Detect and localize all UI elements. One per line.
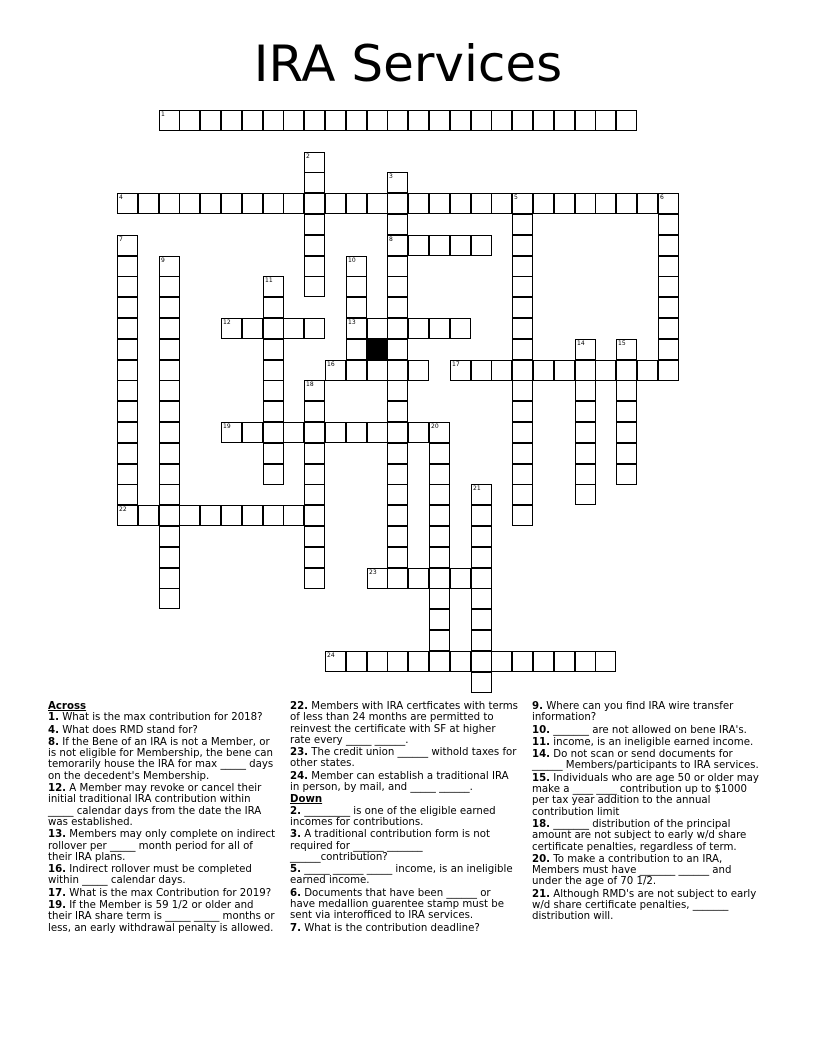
clue-down-21: 21. Although RMD's are not subject to early w/d share certificate penalties, _______ distribution will. [532,888,757,923]
grid-cell[interactable] [450,360,471,381]
grid-cell[interactable] [263,318,284,339]
grid-cell[interactable] [387,172,408,193]
grid-cell[interactable] [325,110,346,131]
grid-cell[interactable] [658,193,679,214]
clue-across-8: 8. If the Bene of an IRA is not a Member, or is not eligible for Membership, the bene can temorarily house the IRA for max _____ days on the decedent's Membership. [48,736,274,782]
grid-cell[interactable] [387,339,408,360]
grid-cell[interactable] [450,110,471,131]
grid-cell[interactable] [512,297,533,318]
grid-cell[interactable] [533,110,554,131]
grid-cell[interactable] [367,568,388,589]
grid-cell[interactable] [512,651,533,672]
grid-cell[interactable] [575,110,596,131]
grid-cell[interactable] [575,484,596,505]
grid-cell[interactable] [117,464,138,485]
grid-cell[interactable] [387,651,408,672]
down-heading: Down [290,794,323,806]
grid-cell[interactable] [304,235,325,256]
grid-cell[interactable] [575,443,596,464]
grid-cell[interactable] [263,505,284,526]
grid-cell[interactable] [263,422,284,443]
clue-number: 23 [369,569,377,576]
grid-cell[interactable] [304,568,325,589]
grid-cell[interactable] [429,547,450,568]
grid-cell[interactable] [159,568,180,589]
grid-cell[interactable] [554,360,575,381]
grid-cell[interactable] [595,360,616,381]
grid-cell[interactable] [387,464,408,485]
grid-cell[interactable] [637,360,658,381]
grid-cell[interactable] [221,505,242,526]
clue-across-12: 12. A Member may revoke or cancel their initial traditional IRA contribution within _____ calendar days from the date the IRA was established. [48,783,262,828]
grid-cell[interactable] [263,297,284,318]
page-title: IRA Services [253,35,563,93]
grid-cell[interactable] [263,339,284,360]
grid-cell[interactable] [575,422,596,443]
clue-across-13: 13. Members may only complete on indirect rollover per _____ month period for all of their IRA plans. [48,829,276,863]
grid-cell[interactable] [512,380,533,401]
grid-cell[interactable] [138,505,159,526]
clue-across-1: 1. What is the max contribution for 2018? [48,712,263,724]
grid-cell[interactable] [117,422,138,443]
clue-number: 7 [119,236,123,243]
grid-cell[interactable] [471,235,492,256]
grid-cell[interactable] [408,360,429,381]
grid-cell[interactable] [117,360,138,381]
grid-cell[interactable] [387,297,408,318]
clue-number: 8 [389,236,393,243]
grid-cell[interactable] [304,464,325,485]
grid-cell[interactable] [367,318,388,339]
grid-cell[interactable] [429,630,450,651]
clue-number: 4 [119,194,123,201]
grid-cell[interactable] [242,193,263,214]
clue-number: 18 [306,381,314,388]
grid-cell[interactable] [387,484,408,505]
clue-number: 20 [431,423,439,430]
clue-across-16: 16. Indirect rollover must be completed within _____ calendar days. [48,864,252,887]
grid-cell[interactable] [304,152,325,173]
grid-cell[interactable] [221,422,242,443]
grid-cell[interactable] [242,318,263,339]
grid-cell[interactable] [658,214,679,235]
grid-cell[interactable] [346,297,367,318]
grid-cell[interactable] [346,339,367,360]
grid-cell[interactable] [242,505,263,526]
grid-cell[interactable] [429,443,450,464]
grid-cell[interactable] [554,110,575,131]
grid-cell[interactable] [159,526,180,547]
grid-cell[interactable] [429,588,450,609]
grid-cell[interactable] [616,401,637,422]
grid-cell[interactable] [346,110,367,131]
grid-cell[interactable] [512,401,533,422]
grid-cell[interactable] [658,339,679,360]
grid-cell[interactable] [658,256,679,277]
grid-cell[interactable] [283,110,304,131]
grid-cell[interactable] [387,110,408,131]
grid-cell[interactable] [575,464,596,485]
grid-cell[interactable] [304,256,325,277]
grid-cell[interactable] [616,360,637,381]
grid-cell[interactable] [304,172,325,193]
clue-down-15: 15. Individuals who are age 50 or older may make a ____ ____ contribution up to $1000 per tax year addition to the annual contribution limit [532,772,759,818]
clues-column-2 [290,701,518,935]
grid-cell[interactable] [471,547,492,568]
grid-cell[interactable] [159,588,180,609]
grid-cell[interactable] [200,193,221,214]
grid-cell[interactable] [429,235,450,256]
grid-cell[interactable] [387,505,408,526]
grid-cell[interactable] [304,443,325,464]
grid-cell[interactable] [429,526,450,547]
grid-cell[interactable] [471,651,492,672]
grid-cell[interactable] [263,443,284,464]
grid-cell[interactable] [658,318,679,339]
grid-cell[interactable] [408,110,429,131]
clue-down-2: 2. _________ is one of the eligible earned incomes for contributions. [290,805,496,828]
clue-number: 9 [161,257,165,264]
grid-cell[interactable] [512,193,533,214]
clue-down-18: 18. _______ distribution of the principal amount are not subject to early w/d share certificate penalties, regardless of term. [532,818,747,853]
grid-cell[interactable] [429,484,450,505]
clue-number: 21 [473,485,481,492]
clue-across-22: 22. Members with IRA certficates with terms of less than 24 months are permitted to reinvest the certificate with SF at higher rate every _____ ______. [290,701,518,746]
grid-cell[interactable] [387,526,408,547]
grid-cell[interactable] [346,651,367,672]
grid-cell[interactable] [408,193,429,214]
grid-cell[interactable] [387,193,408,214]
clue-number: 5 [514,194,518,201]
grid-cell[interactable] [179,505,200,526]
grid-cell[interactable] [658,297,679,318]
grid-cell[interactable] [471,505,492,526]
grid-cell[interactable] [491,360,512,381]
grid-cell[interactable] [658,276,679,297]
grid-cell[interactable] [159,318,180,339]
clue-down-9: 9. Where can you find IRA wire transfer information? [532,701,734,724]
grid-cell[interactable] [387,568,408,589]
grid-cell[interactable] [471,193,492,214]
grid-cell[interactable] [554,651,575,672]
grid-cell[interactable] [408,422,429,443]
grid-cell[interactable] [159,422,180,443]
grid-cell[interactable] [658,235,679,256]
grid-cell[interactable] [367,110,388,131]
grid-cell[interactable] [221,193,242,214]
grid-cell[interactable] [512,318,533,339]
grid-cell[interactable] [387,547,408,568]
grid-cell[interactable] [304,547,325,568]
grid-cell[interactable] [595,110,616,131]
grid-cell[interactable] [533,193,554,214]
grid-cell[interactable] [263,380,284,401]
grid-cell[interactable] [616,443,637,464]
grid-cell[interactable] [533,360,554,381]
grid-cell[interactable] [304,318,325,339]
grid-cell[interactable] [429,193,450,214]
grid-cell[interactable] [304,110,325,131]
grid-cell[interactable] [117,297,138,318]
grid-cell[interactable] [304,214,325,235]
grid-cell[interactable] [117,193,138,214]
grid-cell[interactable] [117,318,138,339]
grid-cell[interactable] [159,339,180,360]
grid-cell[interactable] [429,318,450,339]
clue-number: 12 [223,319,231,326]
grid-cell[interactable] [283,505,304,526]
clue-number: 13 [348,319,356,326]
grid-cell[interactable] [283,193,304,214]
grid-cell[interactable] [471,360,492,381]
grid-cell[interactable] [263,401,284,422]
grid-cell[interactable] [159,256,180,277]
grid-cell[interactable] [471,526,492,547]
grid-cell[interactable] [575,193,596,214]
clue-number: 14 [577,340,585,347]
grid-cell[interactable] [616,380,637,401]
clue-across-4: 4. What does RMD stand for? [48,724,198,736]
grid-cell[interactable] [263,276,284,297]
clue-across-24: 24. Member can establish a traditional IRA in person, by mail, and _____ ______. [290,770,509,794]
grid-cell[interactable] [367,360,388,381]
grid-cell[interactable] [408,568,429,589]
clues-column-3 [532,701,764,924]
grid-cell[interactable] [471,672,492,693]
grid-cell[interactable] [387,443,408,464]
grid-cell[interactable] [408,318,429,339]
grid-cell[interactable] [159,401,180,422]
grid-cell[interactable] [491,193,512,214]
clue-number: 10 [348,257,356,264]
grid-cell[interactable] [283,422,304,443]
grid-cell[interactable] [304,193,325,214]
grid-cell[interactable] [304,276,325,297]
grid-cell[interactable] [658,360,679,381]
grid-cell[interactable] [387,214,408,235]
grid-cell[interactable] [471,609,492,630]
grid-cell[interactable] [512,339,533,360]
grid-cell[interactable] [429,609,450,630]
clue-down-14: 14. Do not scan or send documents for ______ Members/participants to IRA services. [532,749,759,772]
grid-cell[interactable] [263,193,284,214]
grid-cell[interactable] [387,256,408,277]
clue-number: 24 [327,652,335,659]
grid-cell[interactable] [616,464,637,485]
grid-cell[interactable] [159,547,180,568]
grid-cell[interactable] [471,568,492,589]
grid-cell[interactable] [387,401,408,422]
grid-cell[interactable] [325,360,346,381]
grid-cell[interactable] [200,110,221,131]
clue-number: 1 [161,111,165,118]
grid-cell[interactable] [367,422,388,443]
clue-number: 3 [389,173,393,180]
grid-cell[interactable] [429,110,450,131]
grid-cell[interactable] [450,235,471,256]
clue-down-20: 20. To make a contribution to an IRA, Members must have _______ ______ and under the age of 70 1/2. [532,853,732,888]
clue-number: 6 [660,194,664,201]
grid-cell[interactable] [346,318,367,339]
grid-cell[interactable] [408,651,429,672]
grid-cell[interactable] [450,318,471,339]
grid-cell[interactable] [429,422,450,443]
grid-cell[interactable] [575,360,596,381]
clue-down-6: 6. Documents that have been ______ or have medallion guarentee stamp must be sent via interofficed to IRA services. [290,887,505,922]
grid-cell[interactable] [346,193,367,214]
grid-cell[interactable] [159,193,180,214]
grid-cell[interactable] [387,380,408,401]
grid-cell[interactable] [450,651,471,672]
grid-cell[interactable] [512,505,533,526]
grid-cell[interactable] [471,484,492,505]
grid-cell[interactable] [429,651,450,672]
black-square [367,339,388,360]
grid-cell[interactable] [450,193,471,214]
grid-cell[interactable] [346,422,367,443]
grid-cell[interactable] [221,110,242,131]
grid-cell[interactable] [263,360,284,381]
grid-cell[interactable] [117,443,138,464]
grid-cell[interactable] [471,588,492,609]
clue-across-19: 19. If the Member is 59 1/2 or older and their IRA share term is _____ _____ months or less, an early withdrawal penalty is allowed. [48,900,275,934]
clue-number: 15 [618,340,626,347]
grid-cell[interactable] [159,297,180,318]
grid-cell[interactable] [117,339,138,360]
grid-cell[interactable] [283,318,304,339]
clue-across-23: 23. The credit union ______ withold taxes for other states. [290,747,517,770]
grid-cell[interactable] [263,110,284,131]
grid-cell[interactable] [138,193,159,214]
grid-cell[interactable] [304,484,325,505]
grid-cell[interactable] [512,443,533,464]
grid-cell[interactable] [575,380,596,401]
clue-down-3: 3. A traditional contribution form is not required for ______ _______ ______contribution? [290,829,490,863]
clue-down-7: 7. What is the contribution deadline? [290,922,480,934]
grid-cell[interactable] [575,401,596,422]
clue-number: 17 [452,361,460,368]
clue-down-10: 10. _______ are not allowed on bene IRA's. [532,724,747,736]
grid-cell[interactable] [429,505,450,526]
grid-cell[interactable] [491,110,512,131]
grid-cell[interactable] [304,526,325,547]
grid-cell[interactable] [575,339,596,360]
clue-across-17: 17. What is the max Contribution for 2019? [48,887,272,899]
grid-cell[interactable] [595,193,616,214]
grid-cell[interactable] [242,110,263,131]
grid-cell[interactable] [304,401,325,422]
grid-cell[interactable] [387,276,408,297]
grid-cell[interactable] [159,360,180,381]
grid-cell[interactable] [512,256,533,277]
grid-cell[interactable] [346,360,367,381]
grid-cell[interactable] [575,651,596,672]
clues-column-1 [48,701,276,935]
grid-cell[interactable] [159,484,180,505]
clue-number: 16 [327,361,335,368]
clue-down-11: 11. income, is an ineligible earned income. [532,736,754,748]
grid-cell[interactable] [387,235,408,256]
grid-cell[interactable] [429,568,450,589]
grid-cell[interactable] [117,235,138,256]
grid-cell[interactable] [554,193,575,214]
grid-cell[interactable] [637,193,658,214]
grid-cell[interactable] [512,360,533,381]
grid-cell[interactable] [159,276,180,297]
grid-cell[interactable] [179,193,200,214]
grid-cell[interactable] [387,360,408,381]
grid-cell[interactable] [616,422,637,443]
grid-cell[interactable] [242,422,263,443]
across-heading: Across [48,701,87,712]
grid-cell[interactable] [159,443,180,464]
grid-cell[interactable] [117,401,138,422]
grid-cell[interactable] [325,193,346,214]
grid-cell[interactable] [616,339,637,360]
grid-cell[interactable] [304,422,325,443]
grid-cell[interactable] [117,484,138,505]
grid-cell[interactable] [512,422,533,443]
grid-cell[interactable] [263,464,284,485]
grid-cell[interactable] [117,256,138,277]
grid-cell[interactable] [159,110,180,131]
grid-cell[interactable] [346,276,367,297]
grid-cell[interactable] [616,193,637,214]
grid-cell[interactable] [117,505,138,526]
grid-cell[interactable] [616,110,637,131]
grid-cell[interactable] [450,568,471,589]
grid-cell[interactable] [117,380,138,401]
grid-cell[interactable] [304,505,325,526]
grid-cell[interactable] [512,214,533,235]
grid-cell[interactable] [512,276,533,297]
grid-cell[interactable] [159,464,180,485]
grid-cell[interactable] [512,110,533,131]
grid-cell[interactable] [387,422,408,443]
grid-cell[interactable] [512,484,533,505]
grid-cell[interactable] [221,318,242,339]
grid-cell[interactable] [471,110,492,131]
grid-cell[interactable] [179,110,200,131]
grid-cell[interactable] [512,464,533,485]
grid-cell[interactable] [367,193,388,214]
grid-cell[interactable] [387,318,408,339]
grid-cell[interactable] [408,235,429,256]
grid-cell[interactable] [117,276,138,297]
grid-cell[interactable] [533,651,554,672]
grid-cell[interactable] [346,256,367,277]
clue-down-5: 5. _____ ______ _____ income, is an ineligible earned income. [290,864,513,887]
grid-cell[interactable] [200,505,221,526]
grid-cell[interactable] [159,380,180,401]
grid-cell[interactable] [471,630,492,651]
grid-cell[interactable] [367,651,388,672]
grid-cell[interactable] [159,505,180,526]
clue-number: 19 [223,423,231,430]
grid-cell[interactable] [512,235,533,256]
grid-cell[interactable] [595,651,616,672]
clue-number: 22 [119,506,127,513]
grid-cell[interactable] [429,464,450,485]
grid-cell[interactable] [325,422,346,443]
grid-cell[interactable] [491,651,512,672]
grid-cell[interactable] [325,651,346,672]
grid-cell[interactable] [304,380,325,401]
clue-number: 11 [265,277,273,284]
clue-number: 2 [306,153,310,160]
